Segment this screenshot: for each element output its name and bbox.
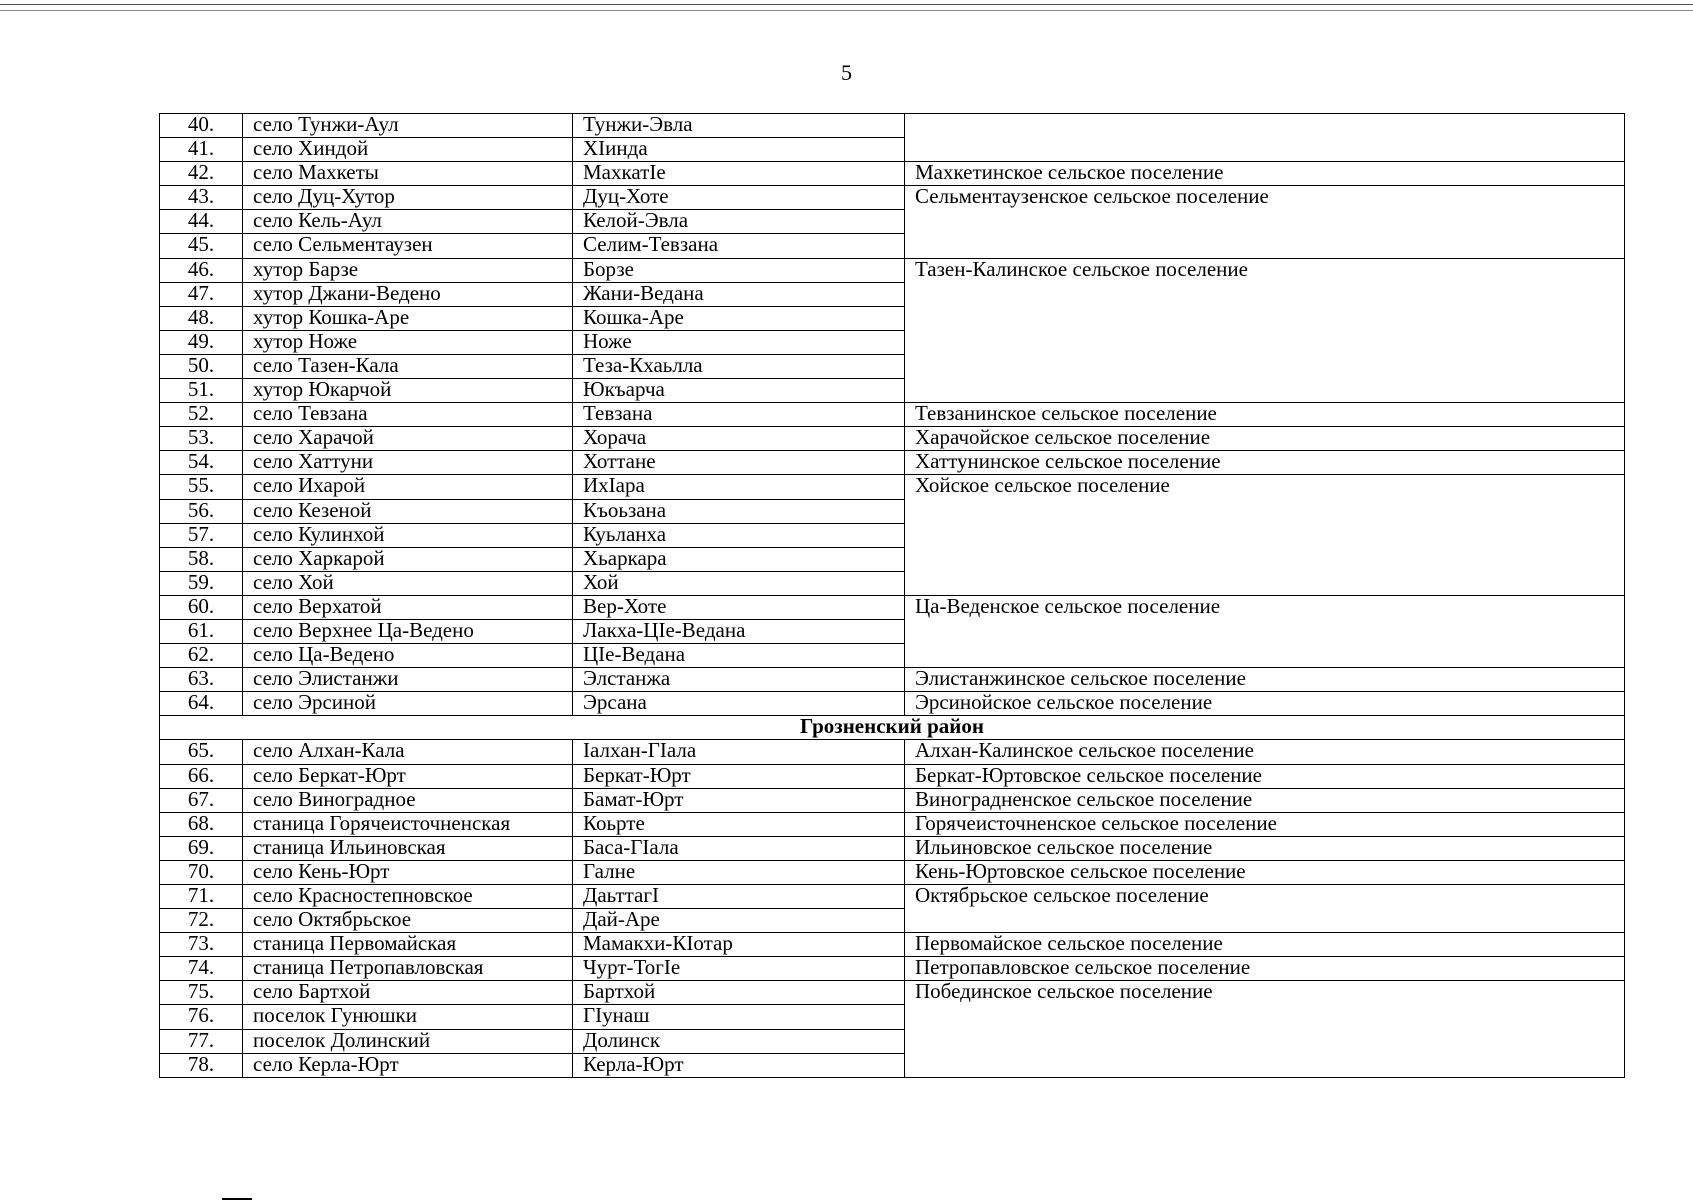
locality-native-name: Борзе bbox=[573, 258, 905, 282]
row-number: 74. bbox=[160, 957, 243, 981]
table-row bbox=[160, 258, 1625, 282]
table-row bbox=[160, 186, 1625, 210]
table-row bbox=[160, 981, 1625, 1005]
district-header-row bbox=[160, 716, 1625, 740]
table-row bbox=[160, 162, 1625, 186]
row-number: 65. bbox=[160, 740, 243, 764]
table-row bbox=[160, 788, 1625, 812]
locality-native-name: Беркат-Юрт bbox=[573, 764, 905, 788]
locality-name: хутор Юкарчой bbox=[243, 379, 573, 403]
row-number: 43. bbox=[160, 186, 243, 210]
row-number: 72. bbox=[160, 909, 243, 933]
locality-name: хутор Барзе bbox=[243, 258, 573, 282]
row-number: 45. bbox=[160, 234, 243, 258]
locality-native-name: Тевзана bbox=[573, 403, 905, 427]
table-row bbox=[160, 475, 1625, 499]
settlement-name: Элистанжинское сельское поселение bbox=[905, 668, 1625, 692]
row-number: 64. bbox=[160, 692, 243, 716]
locality-native-name: Мамакхи-КIотар bbox=[573, 933, 905, 957]
locality-name: село Ца-Ведено bbox=[243, 644, 573, 668]
locality-native-name: Ноже bbox=[573, 330, 905, 354]
locality-native-name: Къоьзана bbox=[573, 499, 905, 523]
settlement-name: Тазен-Калинское сельское поселение bbox=[905, 258, 1625, 403]
locality-name: село Хаттуни bbox=[243, 451, 573, 475]
locality-native-name: Хорача bbox=[573, 427, 905, 451]
locality-native-name: Келой-Эвла bbox=[573, 210, 905, 234]
district-title: Грозненский район bbox=[160, 716, 1625, 740]
locality-name: село Кень-Юрт bbox=[243, 860, 573, 884]
locality-native-name: Бамат-Юрт bbox=[573, 788, 905, 812]
row-number: 40. bbox=[160, 114, 243, 138]
locality-name: село Харкарой bbox=[243, 547, 573, 571]
row-number: 55. bbox=[160, 475, 243, 499]
row-number: 61. bbox=[160, 619, 243, 643]
row-number: 44. bbox=[160, 210, 243, 234]
locality-native-name: Дай-Аре bbox=[573, 909, 905, 933]
locality-name: станица Ильиновская bbox=[243, 836, 573, 860]
row-number: 77. bbox=[160, 1029, 243, 1053]
row-number: 47. bbox=[160, 282, 243, 306]
row-number: 69. bbox=[160, 836, 243, 860]
locality-name: село Хиндой bbox=[243, 138, 573, 162]
row-number: 50. bbox=[160, 354, 243, 378]
locality-name: станица Петропавловская bbox=[243, 957, 573, 981]
locality-native-name: ХIинда bbox=[573, 138, 905, 162]
locality-name: село Верхатой bbox=[243, 595, 573, 619]
locality-name: станица Первомайская bbox=[243, 933, 573, 957]
row-number: 73. bbox=[160, 933, 243, 957]
row-number: 76. bbox=[160, 1005, 243, 1029]
locality-name: село Беркат-Юрт bbox=[243, 764, 573, 788]
locality-name: село Кулинхой bbox=[243, 523, 573, 547]
settlement-name bbox=[905, 114, 1625, 162]
locality-native-name: Лакха-ЦIе-Ведана bbox=[573, 619, 905, 643]
row-number: 49. bbox=[160, 330, 243, 354]
settlement-name: Первомайское сельское поселение bbox=[905, 933, 1625, 957]
locality-native-name: Чурт-ТогIе bbox=[573, 957, 905, 981]
locality-native-name: Тунжи-Эвла bbox=[573, 114, 905, 138]
table-row bbox=[160, 860, 1625, 884]
locality-name: село Красностепновское bbox=[243, 885, 573, 909]
table-row bbox=[160, 957, 1625, 981]
locality-name: село Тевзана bbox=[243, 403, 573, 427]
locality-name: село Тунжи-Аул bbox=[243, 114, 573, 138]
locality-name: село Элистанжи bbox=[243, 668, 573, 692]
page-top-rule bbox=[0, 4, 1693, 5]
locality-native-name: Хоттане bbox=[573, 451, 905, 475]
locality-native-name: Керла-Юрт bbox=[573, 1053, 905, 1077]
locality-name: село Хой bbox=[243, 571, 573, 595]
row-number: 59. bbox=[160, 571, 243, 595]
locality-name: хутор Джани-Ведено bbox=[243, 282, 573, 306]
row-number: 53. bbox=[160, 427, 243, 451]
locality-name: село Алхан-Кала bbox=[243, 740, 573, 764]
locality-name: хутор Кошка-Аре bbox=[243, 306, 573, 330]
row-number: 62. bbox=[160, 644, 243, 668]
row-number: 42. bbox=[160, 162, 243, 186]
locality-name: село Тазен-Кала bbox=[243, 354, 573, 378]
settlement-name: Хаттунинское сельское поселение bbox=[905, 451, 1625, 475]
settlement-name: Алхан-Калинское сельское поселение bbox=[905, 740, 1625, 764]
locality-native-name: Баса-ГIала bbox=[573, 836, 905, 860]
locality-native-name: Дуц-Хоте bbox=[573, 186, 905, 210]
row-number: 63. bbox=[160, 668, 243, 692]
settlement-name: Беркат-Юртовское сельское поселение bbox=[905, 764, 1625, 788]
locality-native-name: Хьаркара bbox=[573, 547, 905, 571]
locality-native-name: МахкатIе bbox=[573, 162, 905, 186]
locality-name: село Бартхой bbox=[243, 981, 573, 1005]
locality-native-name: ЦIе-Ведана bbox=[573, 644, 905, 668]
settlement-name: Кень-Юртовское сельское поселение bbox=[905, 860, 1625, 884]
settlement-name: Тевзанинское сельское поселение bbox=[905, 403, 1625, 427]
locality-name: село Кель-Аул bbox=[243, 210, 573, 234]
row-number: 54. bbox=[160, 451, 243, 475]
locality-name: поселок Долинский bbox=[243, 1029, 573, 1053]
table-row bbox=[160, 933, 1625, 957]
row-number: 58. bbox=[160, 547, 243, 571]
settlement-name: Побединское сельское поселение bbox=[905, 981, 1625, 1077]
locality-native-name: ГIунаш bbox=[573, 1005, 905, 1029]
locality-name: село Виноградное bbox=[243, 788, 573, 812]
row-number: 71. bbox=[160, 885, 243, 909]
locality-name: поселок Гунюшки bbox=[243, 1005, 573, 1029]
settlement-name: Горячеисточненское сельское поселение bbox=[905, 812, 1625, 836]
locality-name: село Дуц-Хутор bbox=[243, 186, 573, 210]
locality-native-name: Юкъарча bbox=[573, 379, 905, 403]
page-top-rule-secondary bbox=[0, 10, 1693, 11]
locality-name: село Керла-Юрт bbox=[243, 1053, 573, 1077]
table-row bbox=[160, 403, 1625, 427]
locality-native-name: Жани-Ведана bbox=[573, 282, 905, 306]
locality-native-name: Коьрте bbox=[573, 812, 905, 836]
table-row bbox=[160, 885, 1625, 909]
locality-native-name: Вер-Хоте bbox=[573, 595, 905, 619]
row-number: 48. bbox=[160, 306, 243, 330]
row-number: 68. bbox=[160, 812, 243, 836]
row-number: 70. bbox=[160, 860, 243, 884]
row-number: 51. bbox=[160, 379, 243, 403]
locality-native-name: Куьланха bbox=[573, 523, 905, 547]
settlement-name: Ильиновское сельское поселение bbox=[905, 836, 1625, 860]
table-row bbox=[160, 692, 1625, 716]
settlement-name: Эрсинойское сельское поселение bbox=[905, 692, 1625, 716]
table-row bbox=[160, 764, 1625, 788]
table-row bbox=[160, 668, 1625, 692]
settlement-name: Хойское сельское поселение bbox=[905, 475, 1625, 595]
locality-name: село Сельментаузен bbox=[243, 234, 573, 258]
locality-name: село Кезеной bbox=[243, 499, 573, 523]
table-row bbox=[160, 451, 1625, 475]
locality-native-name: Элстанжа bbox=[573, 668, 905, 692]
locality-native-name: Долинск bbox=[573, 1029, 905, 1053]
settlement-name: Махкетинское сельское поселение bbox=[905, 162, 1625, 186]
row-number: 56. bbox=[160, 499, 243, 523]
settlement-name: Харачойское сельское поселение bbox=[905, 427, 1625, 451]
row-number: 75. bbox=[160, 981, 243, 1005]
locality-name: село Махкеты bbox=[243, 162, 573, 186]
settlement-name: Петропавловское сельское поселение bbox=[905, 957, 1625, 981]
settlements-table bbox=[159, 113, 1625, 1078]
locality-name: село Верхнее Ца-Ведено bbox=[243, 619, 573, 643]
locality-native-name: Галне bbox=[573, 860, 905, 884]
table-row bbox=[160, 595, 1625, 619]
settlement-name: Виноградненское сельское поселение bbox=[905, 788, 1625, 812]
table-row bbox=[160, 836, 1625, 860]
row-number: 41. bbox=[160, 138, 243, 162]
locality-native-name: Эрсана bbox=[573, 692, 905, 716]
locality-native-name: Кошка-Аре bbox=[573, 306, 905, 330]
row-number: 67. bbox=[160, 788, 243, 812]
locality-name: село Эрсиной bbox=[243, 692, 573, 716]
table-row bbox=[160, 740, 1625, 764]
settlement-name: Сельментаузенское сельское поселение bbox=[905, 186, 1625, 258]
locality-name: станица Горячеисточненская bbox=[243, 812, 573, 836]
table-row bbox=[160, 114, 1625, 138]
locality-name: село Харачой bbox=[243, 427, 573, 451]
table-row bbox=[160, 427, 1625, 451]
locality-name: хутор Ноже bbox=[243, 330, 573, 354]
locality-native-name: Хой bbox=[573, 571, 905, 595]
row-number: 46. bbox=[160, 258, 243, 282]
table-row bbox=[160, 812, 1625, 836]
locality-native-name: Теза-Кхаьлла bbox=[573, 354, 905, 378]
row-number: 78. bbox=[160, 1053, 243, 1077]
locality-native-name: Бартхой bbox=[573, 981, 905, 1005]
row-number: 60. bbox=[160, 595, 243, 619]
row-number: 66. bbox=[160, 764, 243, 788]
locality-name: село Октябрьское bbox=[243, 909, 573, 933]
settlement-name: Ца-Веденское сельское поселение bbox=[905, 595, 1625, 667]
locality-native-name: Iалхан-ГIала bbox=[573, 740, 905, 764]
locality-name: село Ихарой bbox=[243, 475, 573, 499]
locality-native-name: ИхIара bbox=[573, 475, 905, 499]
page-number: 5 bbox=[841, 60, 852, 85]
row-number: 52. bbox=[160, 403, 243, 427]
settlements-table-body bbox=[160, 114, 1625, 1078]
locality-native-name: ДаьттагI bbox=[573, 885, 905, 909]
locality-native-name: Селим-Тевзана bbox=[573, 234, 905, 258]
settlement-name: Октябрьское сельское поселение bbox=[905, 885, 1625, 933]
row-number: 57. bbox=[160, 523, 243, 547]
